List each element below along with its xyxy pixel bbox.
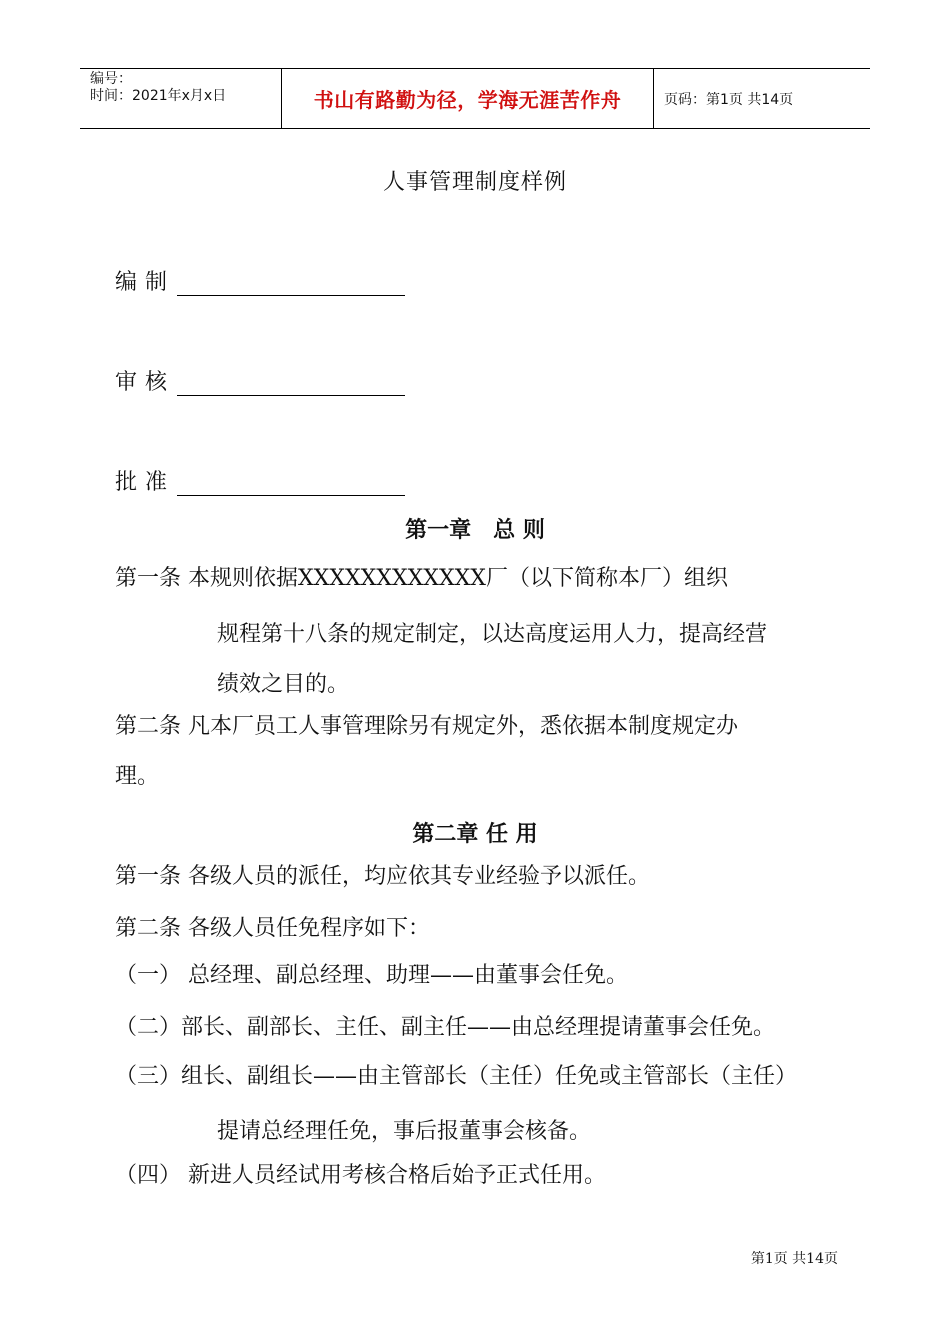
chapter-2-article-1: 第一条 各级人员的派任，均应依其专业经验予以派任。	[115, 864, 650, 889]
chapter-1-article-1-line-2: 规程第十八条的规定制定，以达高度运用人力，提高经营	[217, 622, 768, 647]
chapter-1-heading: 第一章 总 则	[405, 517, 545, 543]
header-meta	[80, 69, 282, 128]
chapter-2-item-1: （一） 总经理、副总经理、助理——由董事会任免。	[115, 963, 628, 988]
signature-label: 批准	[115, 470, 176, 495]
chapter-2-item-3-line-2: 提请总经理任免，事后报董事会核备。	[217, 1119, 592, 1144]
chapter-1-article-2-line-2: 理。	[115, 764, 160, 789]
signature-approve	[115, 465, 405, 496]
header-time-label: 时间：2021年x月x日	[90, 88, 227, 104]
signature-blank[interactable]	[177, 373, 405, 396]
signature-blank[interactable]	[177, 273, 405, 296]
chapter-2-item-3-line-1: （三）组长、副组长——由主管部长（主任）任免或主管部长（主任）	[115, 1064, 798, 1089]
chapter-2-item-4: （四） 新进人员经试用考核合格后始予正式任用。	[115, 1163, 606, 1188]
signature-label: 审核	[115, 370, 176, 395]
chapter-1-article-1-line-1: 第一条 本规则依据XXXXXXXXXXXX厂（以下简称本厂）组织	[115, 566, 728, 591]
signature-review	[115, 365, 405, 396]
signature-label: 编制	[115, 270, 176, 295]
signature-compile	[115, 265, 405, 296]
header-number-label: 编号：	[90, 71, 132, 87]
chapter-2-item-2: （二）部长、副部长、主任、副主任——由总经理提请董事会任免。	[115, 1015, 776, 1040]
header-page-info: 页码：第1页 共14页	[664, 91, 794, 108]
document-title: 人事管理制度样例	[382, 170, 567, 195]
chapter-2-heading: 第二章 任 用	[412, 821, 538, 847]
header-table	[80, 68, 870, 129]
chapter-2-article-2: 第二条 各级人员任免程序如下：	[115, 916, 430, 941]
header-motto: 书山有路勤为径，学海无涯苦作舟	[282, 69, 654, 128]
chapter-1-article-1-line-3: 绩效之目的。	[217, 672, 350, 697]
signature-blank[interactable]	[177, 473, 405, 496]
chapter-1-article-2-line-1: 第二条 凡本厂员工人事管理除另有规定外，悉依据本制度规定办	[115, 714, 738, 739]
footer-page-number: 第1页 共14页	[750, 1251, 838, 1267]
